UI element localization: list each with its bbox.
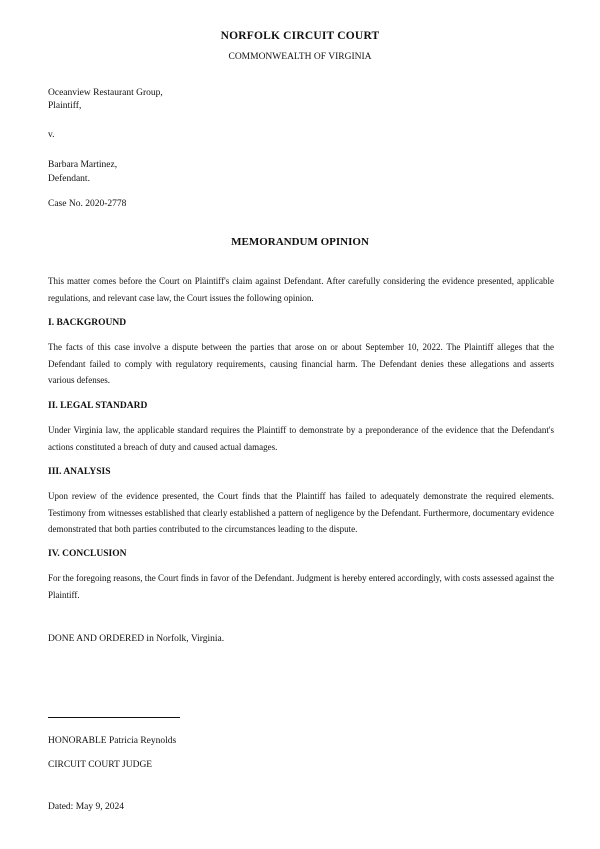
section-text-analysis: Upon review of the evidence presented, the Court finds that the Plaintiff has failed to adequately demonstrate the required elements. Testimony from witnesses established that clearly established a pattern of negligence by the Defendant. Furthermore, documentary evidence demonstrated that both parties contributed to the circumstances leading to the dispute. (48, 491, 554, 534)
defendant-role: Defendant. (48, 174, 90, 184)
section-text-conclusion: For the foregoing reasons, the Court finds in favor of the Defendant. Judgment is hereby entered accordingly, with costs assessed against the Plaintiff. (48, 573, 554, 600)
court-name: NORFOLK CIRCUIT COURT (220, 30, 380, 42)
section-heading-legal-standard: II. LEGAL STANDARD (48, 401, 148, 411)
signature-line (48, 717, 180, 718)
done-and-ordered: DONE AND ORDERED in Norfolk, Virginia. (48, 634, 225, 644)
intro-paragraph: This matter comes before the Court on Plaintiff's claim against Defendant. After carefully considering the evidence presented, applicable regulations, and relevant case law, the Court issues the following opinion. (48, 276, 554, 303)
case-number: Case No. 2020-2778 (48, 199, 127, 209)
judge-name: HONORABLE Patricia Reynolds (48, 736, 177, 746)
defendant-name: Barbara Martinez, (48, 160, 118, 170)
section-heading-conclusion: IV. CONCLUSION (48, 549, 127, 559)
jurisdiction: COMMONWEALTH OF VIRGINIA (228, 52, 372, 62)
judge-title: CIRCUIT COURT JUDGE (48, 760, 153, 770)
section-heading-analysis: III. ANALYSIS (48, 467, 111, 477)
section-text-background: The facts of this case involve a dispute between the parties that arose on or about September 10, 2022. The Plaintiff alleges that the Defendant failed to comply with regulatory requirements, causing financial harm. The Defendant denies these allegations and asserts various defenses. (48, 342, 554, 385)
opinion-title: MEMORANDUM OPINION (231, 236, 369, 248)
plaintiff-role: Plaintiff, (48, 101, 82, 111)
section-heading-background: I. BACKGROUND (48, 318, 127, 328)
section-text-legal-standard: Under Virginia law, the applicable standard requires the Plaintiff to demonstrate by a preponderance of the evidence that the Defendant's actions constituted a breach of duty and caused actual damages. (48, 425, 554, 452)
versus: v. (48, 130, 55, 140)
plaintiff-name: Oceanview Restaurant Group, (48, 88, 163, 98)
dated: Dated: May 9, 2024 (48, 802, 124, 812)
